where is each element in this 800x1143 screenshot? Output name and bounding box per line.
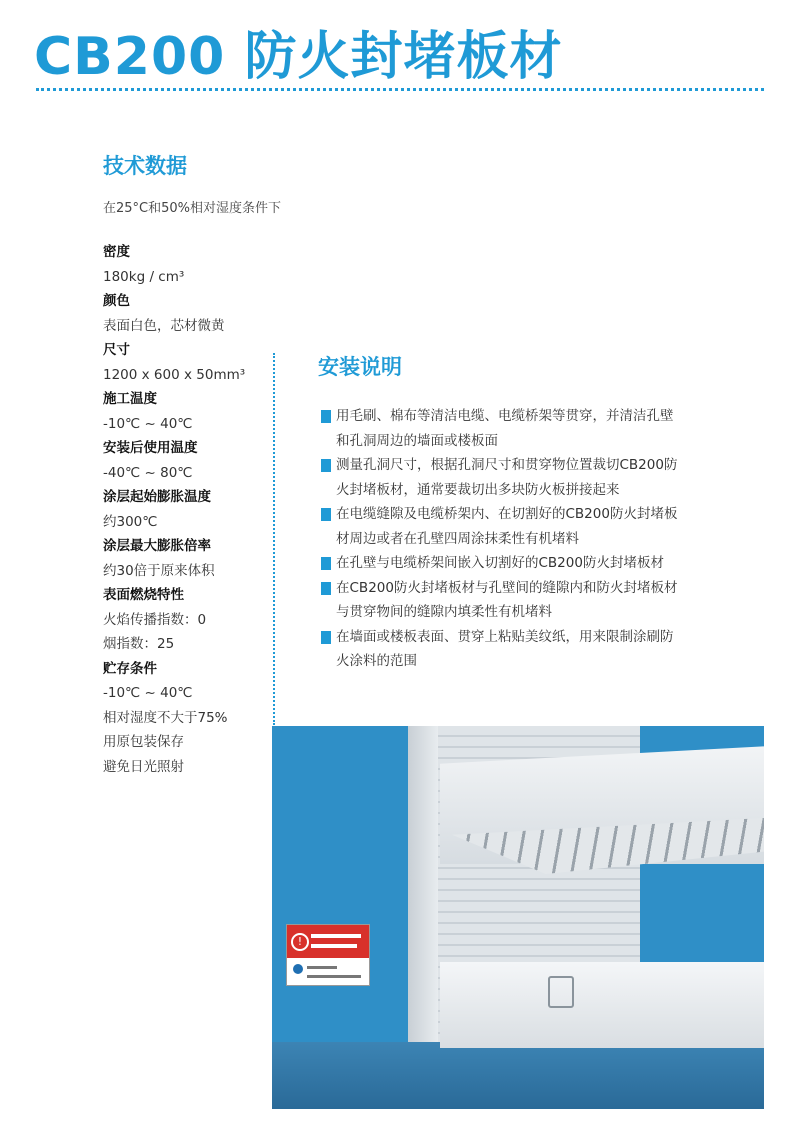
- sign-text-line: [311, 934, 361, 938]
- install-step-line: 在CB200防火封堵板材与孔壁间的缝隙内和防火封堵板材: [336, 579, 678, 596]
- spec-value: 相对湿度不大于75%: [103, 709, 228, 726]
- install-step-line: 与贯穿物间的缝隙内填柔性有机堵料: [336, 604, 552, 620]
- sign-text-line: [307, 975, 361, 978]
- company-logo-icon: [293, 964, 303, 974]
- install-step-line: 用毛刷、棉布等清洁电缆、电缆桥架等贯穿，并清洁孔壁: [336, 408, 674, 424]
- spec-label: 表面燃烧特性: [103, 587, 184, 603]
- spec-value: 表面白色，芯材微黄: [103, 317, 225, 334]
- sign-text-line: [307, 966, 337, 969]
- spec-label: 密度: [103, 244, 130, 260]
- page-title: CB200 防火封堵板材: [34, 27, 563, 87]
- spec-label: 颜色: [103, 293, 130, 309]
- install-step: [319, 576, 759, 625]
- test-condition: 在25°C和50%相对湿度条件下: [103, 201, 282, 216]
- warning-sign: [286, 924, 370, 986]
- install-step-line: 在孔壁与电缆桥架间嵌入切割好的CB200防火封堵板材: [336, 555, 664, 571]
- tray-latch: [548, 976, 574, 1008]
- install-step-line: 测量孔洞尺寸，根据孔洞尺寸和贯穿物位置裁切CB200防: [336, 457, 678, 473]
- spec-value: 1200 x 600 x 50mm³: [103, 366, 246, 383]
- spec-label: 施工温度: [103, 391, 157, 407]
- warning-sign-banner: [287, 925, 369, 958]
- spec-label: 贮存条件: [103, 660, 157, 677]
- install-step: [319, 551, 759, 576]
- spec-value: 约300℃: [103, 513, 158, 530]
- install-step-line: 火封堵板材，通常要裁切出多块防火板拼接起来: [336, 481, 620, 498]
- spec-value: -10℃ ~ 40℃: [103, 415, 193, 432]
- spec-value: 180kg / cm³: [103, 268, 185, 285]
- cable-tray-lower: [440, 962, 764, 1048]
- install-step-line: 火涂料的范围: [336, 653, 417, 669]
- step-bullet-icon: [321, 582, 331, 595]
- install-steps: [319, 404, 759, 674]
- spec-value: -40℃ ~ 80℃: [103, 464, 193, 481]
- spec-value: 用原包装保存: [103, 734, 184, 750]
- install-step: [319, 453, 759, 502]
- step-bullet-icon: [321, 410, 331, 423]
- spec-value: 避免日光照射: [103, 758, 184, 775]
- spec-value: -10℃ ~ 40℃: [103, 685, 193, 701]
- step-bullet-icon: [321, 631, 331, 644]
- column-divider: [273, 353, 275, 725]
- spec-value: 火焰传播指数：0: [103, 611, 207, 628]
- step-bullet-icon: [321, 508, 331, 521]
- product-photo: [272, 726, 764, 1109]
- tech-data-heading: 技术数据: [103, 154, 187, 178]
- install-step: [319, 502, 759, 551]
- install-step-line: 材周边或者在孔壁四周涂抹柔性有机堵料: [336, 530, 579, 547]
- install-step-line: 在电缆缝隙及电缆桥架内、在切割好的CB200防火封堵板: [336, 506, 678, 522]
- warning-icon: !: [291, 933, 309, 951]
- spec-label: 涂层最大膨胀倍率: [103, 538, 211, 554]
- spec-value: 烟指数：25: [103, 636, 175, 652]
- install-heading: 安装说明: [318, 355, 402, 379]
- install-step: [319, 404, 759, 453]
- step-bullet-icon: [321, 459, 331, 472]
- spec-label: 涂层起始膨胀温度: [103, 489, 211, 505]
- step-bullet-icon: [321, 557, 331, 570]
- install-step-line: 在墙面或楼板表面、贯穿上粘贴美纹纸，用来限制涂刷防: [336, 628, 674, 645]
- title-divider: [36, 88, 764, 91]
- spec-label: 尺寸: [103, 342, 130, 358]
- install-step-line: 和孔洞周边的墙面或楼板面: [336, 432, 498, 449]
- install-step: [319, 625, 759, 674]
- spec-label: 安装后使用温度: [103, 440, 198, 456]
- spec-value: 约30倍于原来体积: [103, 562, 215, 579]
- sign-text-line: [311, 944, 357, 948]
- floor: [272, 1042, 764, 1109]
